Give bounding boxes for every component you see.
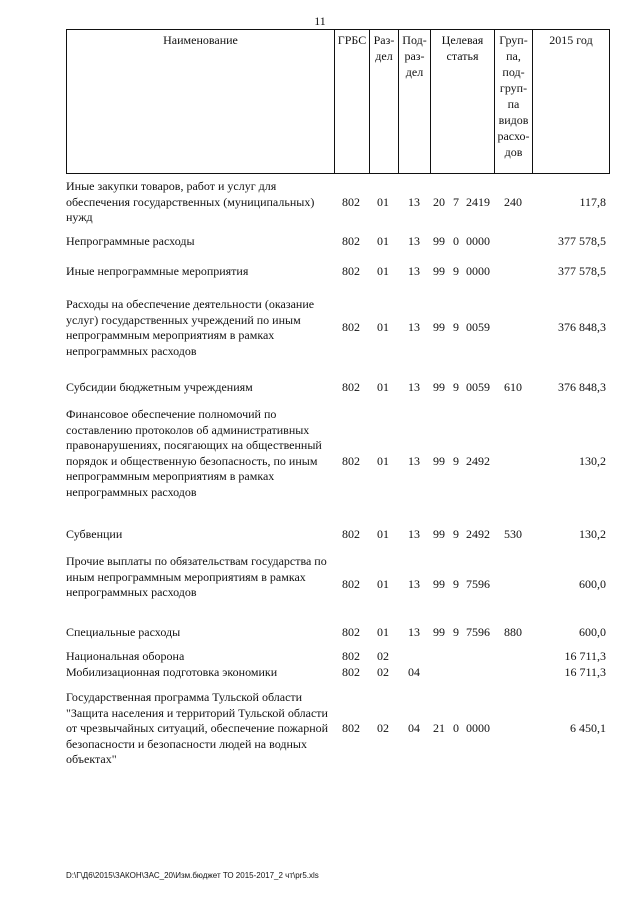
row-name: Специальные расходы (66, 625, 181, 639)
row-amount: 6 450,1 (570, 721, 606, 735)
row-grbs: 802 (342, 577, 360, 591)
row-razdel: 01 (377, 577, 389, 591)
row-razdel: 02 (377, 649, 389, 663)
row-cs3: 0000 (466, 721, 490, 735)
table-row (0, 625, 640, 641)
row-grbs: 802 (342, 320, 360, 334)
table-row (0, 649, 640, 665)
row-vr: 880 (504, 625, 522, 639)
row-cs2: 7 (453, 195, 459, 209)
table-row (0, 380, 640, 396)
row-amount: 376 848,3 (558, 320, 606, 334)
row-grbs: 802 (342, 380, 360, 394)
row-cs3: 2492 (466, 454, 490, 468)
row-grbs: 802 (342, 625, 360, 639)
table-row (0, 527, 640, 543)
row-razdel: 01 (377, 195, 389, 209)
row-cs3: 2419 (466, 195, 490, 209)
page-number: 11 (314, 14, 326, 28)
row-podrazdel: 13 (408, 625, 420, 639)
row-cs1: 99 (433, 380, 445, 394)
row-cs2: 9 (453, 625, 459, 639)
row-cs3: 0059 (466, 380, 490, 394)
header-target: Целевая статья (431, 30, 495, 173)
row-name: Финансовое обеспечение полномочий по составлению протоколов об административных правонарушениях, посягающих на общественный порядок и общественную безопасность, по иным непрограммным мероприятиям в рамках непрограммных расходов (66, 407, 322, 499)
row-razdel: 01 (377, 380, 389, 394)
row-podrazdel: 13 (408, 380, 420, 394)
row-amount: 376 848,3 (558, 380, 606, 394)
row-amount: 600,0 (579, 577, 606, 591)
row-podrazdel: 13 (408, 320, 420, 334)
row-name: Иные непрограммные мероприятия (66, 264, 249, 278)
row-cs1: 99 (433, 454, 445, 468)
row-razdel: 01 (377, 264, 389, 278)
row-cs3: 0000 (466, 264, 490, 278)
row-razdel: 01 (377, 234, 389, 248)
header-podrazdel: Под- раз- дел (399, 30, 431, 173)
row-razdel: 02 (377, 721, 389, 735)
row-amount: 377 578,5 (558, 264, 606, 278)
row-name: Непрограммные расходы (66, 234, 195, 248)
row-cs2: 9 (453, 577, 459, 591)
row-vr: 610 (504, 380, 522, 394)
row-name: Расходы на обеспечение деятельности (оказание услуг) государственных учреждений по иным непрограммным мероприятиям в рамках непрограммных расходов (66, 297, 315, 358)
row-vr: 530 (504, 527, 522, 541)
table-row (0, 264, 640, 280)
row-cs3: 7596 (466, 625, 490, 639)
row-cs1: 99 (433, 577, 445, 591)
row-podrazdel: 04 (408, 665, 420, 679)
row-amount: 600,0 (579, 625, 606, 639)
row-cs2: 9 (453, 264, 459, 278)
row-cs1: 21 (433, 721, 445, 735)
row-name: Субвенции (66, 527, 123, 541)
row-cs3: 0000 (466, 234, 490, 248)
table-row (0, 690, 640, 768)
row-grbs: 802 (342, 234, 360, 248)
header-grbs: ГРБС (335, 30, 370, 173)
row-razdel: 01 (377, 454, 389, 468)
row-grbs: 802 (342, 527, 360, 541)
row-cs1: 99 (433, 264, 445, 278)
table-row (0, 297, 640, 359)
row-cs3: 2492 (466, 527, 490, 541)
row-podrazdel: 04 (408, 721, 420, 735)
row-vr: 240 (504, 195, 522, 209)
row-amount: 377 578,5 (558, 234, 606, 248)
header-name: Наименование (67, 30, 335, 173)
row-name: Мобилизационная подготовка экономики (66, 665, 278, 679)
row-grbs: 802 (342, 721, 360, 735)
row-cs2: 9 (453, 320, 459, 334)
row-cs2: 9 (453, 380, 459, 394)
row-name: Иные закупки товаров, работ и услуг для обеспечения государственных (муниципальных) нужд (66, 179, 315, 224)
table-header (66, 29, 610, 174)
table-row (0, 554, 640, 616)
row-cs2: 0 (453, 721, 459, 735)
row-amount: 130,2 (579, 454, 606, 468)
row-grbs: 802 (342, 454, 360, 468)
row-cs1: 99 (433, 234, 445, 248)
row-razdel: 02 (377, 665, 389, 679)
row-podrazdel: 13 (408, 527, 420, 541)
row-cs3: 0059 (466, 320, 490, 334)
header-year: 2015 год (549, 33, 593, 47)
row-podrazdel: 13 (408, 264, 420, 278)
header-group: Груп- па, под- груп- па видов расхо- дов (495, 30, 533, 173)
table-row (0, 665, 640, 681)
row-cs3: 7596 (466, 577, 490, 591)
table-row (0, 407, 640, 516)
row-cs1: 20 (433, 195, 445, 209)
row-grbs: 802 (342, 195, 360, 209)
row-cs1: 99 (433, 527, 445, 541)
row-name: Государственная программа Тульской области "Защита населения и территорий Тульской области от чрезвычайных ситуаций, обеспечение пожарной безопасности и безопасности людей на водных объектах" (66, 690, 329, 766)
row-cs2: 9 (453, 454, 459, 468)
row-name: Прочие выплаты по обязательствам государства по иным непрограммным мероприятиям в рамках непрограммных расходов (66, 554, 327, 599)
row-razdel: 01 (377, 625, 389, 639)
row-podrazdel: 13 (408, 234, 420, 248)
row-grbs: 802 (342, 665, 360, 679)
header-razdel: Раз- дел (370, 30, 399, 173)
row-cs1: 99 (433, 625, 445, 639)
row-podrazdel: 13 (408, 577, 420, 591)
row-podrazdel: 13 (408, 454, 420, 468)
row-amount: 16 711,3 (564, 665, 606, 679)
row-cs2: 9 (453, 527, 459, 541)
row-grbs: 802 (342, 649, 360, 663)
row-amount: 16 711,3 (564, 649, 606, 663)
row-name: Субсидии бюджетным учреждениям (66, 380, 253, 394)
row-razdel: 01 (377, 527, 389, 541)
file-path-footer: D:\Г\Д6\2015\ЗАКОН\ЗАС_20\Изм.бюджет ТО 2015-2017_2 чт\pr5.xls (66, 871, 319, 880)
row-amount: 130,2 (579, 527, 606, 541)
row-cs2: 0 (453, 234, 459, 248)
table-row (0, 234, 640, 250)
row-cs1: 99 (433, 320, 445, 334)
row-name: Национальная оборона (66, 649, 185, 663)
row-razdel: 01 (377, 320, 389, 334)
row-podrazdel: 13 (408, 195, 420, 209)
table-row (0, 179, 640, 226)
row-amount: 117,8 (579, 195, 606, 209)
row-grbs: 802 (342, 264, 360, 278)
